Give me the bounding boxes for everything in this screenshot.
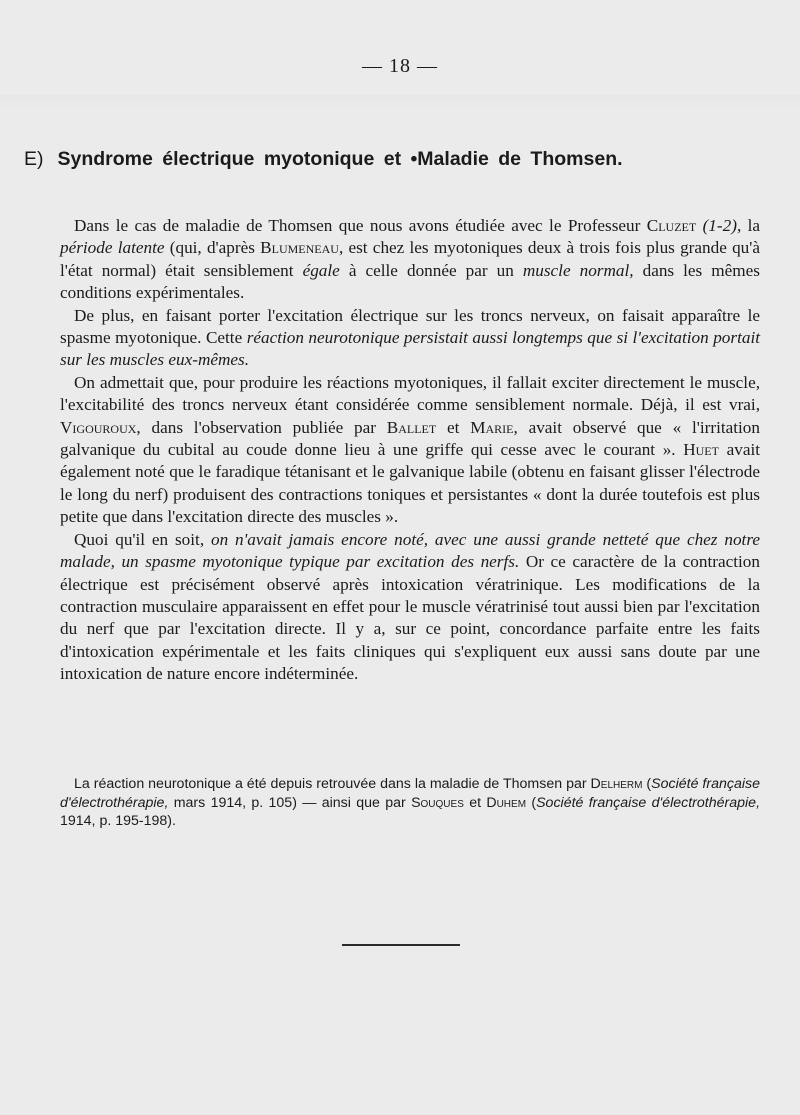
author-name: Duhem bbox=[486, 794, 527, 811]
text-run: et bbox=[463, 794, 487, 811]
emphasis-text: réaction neurotonique persistait aussi longtemps que si l'excitation portait sur les muscles eux-mêmes. bbox=[60, 328, 760, 370]
text-run: On admettait que, pour produire les réactions myotoniques, il fallait exciter directement le muscle, l'excitabilité des troncs nerveux étant considérée comme sensiblement normale. Déjà, il est vrai, bbox=[60, 372, 760, 415]
author-name: Huet bbox=[683, 440, 719, 460]
text-run: à celle donnée par un bbox=[339, 260, 523, 280]
emphasis-text: Société française d'électrothérapie, bbox=[60, 776, 760, 811]
text-run: De plus, en faisant porter l'excitation électrique sur les troncs nerveux, on faisait apparaître le spasme myotonique. Cette bbox=[60, 305, 760, 348]
text-run: ( bbox=[642, 776, 652, 792]
emphasis-text: Société française d'électrothérapie, bbox=[536, 794, 761, 811]
emphasis-text: période latente bbox=[60, 238, 165, 258]
paragraph bbox=[60, 529, 760, 686]
author-name: Blumeneau bbox=[260, 238, 339, 258]
emphasis-text: égale bbox=[302, 260, 340, 280]
author-name: Cluzet bbox=[646, 216, 697, 235]
text-run: , est chez les myotoniques deux à trois fois plus grande qu'à l'état normal) était sensiblement bbox=[60, 238, 760, 280]
emphasis-text: muscle normal, bbox=[522, 260, 634, 280]
footnote bbox=[60, 775, 760, 831]
text-run: dans les mêmes conditions expérimentales. bbox=[60, 260, 760, 303]
text-run: ( bbox=[526, 794, 537, 811]
text-run: mars 1914, p. 105) — ainsi que par bbox=[168, 794, 412, 811]
paragraph bbox=[60, 215, 760, 305]
text-run: , la bbox=[736, 216, 761, 235]
text-run: , avait observé que « l'irritation galvanique du cubital au coude donne lieu à une griffe qui cesse avec le courant ». bbox=[60, 417, 760, 460]
author-name: Ballet bbox=[386, 417, 437, 437]
text-run: , dans l'observation publiée par bbox=[136, 417, 387, 437]
body-text bbox=[60, 215, 760, 686]
author-name: Delherm bbox=[590, 776, 643, 792]
text-run: (qui, d'après bbox=[164, 238, 261, 258]
show-through bbox=[0, 95, 800, 109]
author-name: Marie bbox=[470, 417, 514, 437]
paragraph bbox=[60, 305, 760, 372]
text-run: avait également noté que le faradique tétanisant et le galvanique labile (obtenu en faisant glisser l'électrode le long du nerf) produisent des contractions toniques et persistantes « dont la durée toutefois est plus petite que dans l'excitation directe des muscles ». bbox=[60, 440, 760, 527]
text-run: et bbox=[436, 417, 471, 437]
text-run: Or ce caractère de la contraction électrique est précisément observé après intoxication vératrinique. Les modifications de la contraction musculaire apparaissent en effet pour le muscle vératrinisé tout aussi bien par l'excitation du nerf que par l'excitation directe. Il y a, sur ce point, concordance parfaite entre les faits d'intoxication expérimentale et les faits cliniques qui s'expliquent eux aussi sans doute par une intoxication de nature encore indéterminée. bbox=[60, 552, 760, 684]
separator-rule bbox=[342, 944, 460, 946]
text-run: Dans le cas de maladie de Thomsen que nous avons étudiée avec le Professeur bbox=[74, 216, 647, 235]
emphasis-text: (1-2) bbox=[696, 216, 737, 235]
section-heading bbox=[24, 148, 776, 171]
section-letter: E) bbox=[24, 148, 44, 170]
author-name: Vigouroux bbox=[60, 417, 137, 437]
author-name: Souques bbox=[411, 794, 464, 811]
footnote-text bbox=[60, 776, 760, 829]
paragraph bbox=[60, 372, 760, 529]
page-number: — 18 — bbox=[362, 55, 438, 77]
text-run: Quoi qu'il en soit, bbox=[74, 529, 211, 549]
text-run: 1914, p. 195-198). bbox=[60, 813, 176, 829]
emphasis-text: on n'avait jamais encore noté, avec une aussi grande netteté que chez notre malade, un spasme myotonique typique par excitation des nerfs. bbox=[60, 529, 760, 572]
section-title: Syndrome électrique myotonique et •Maladie de Thomsen. bbox=[57, 148, 623, 170]
text-run: La réaction neurotonique a été depuis retrouvée dans la maladie de Thomsen par bbox=[74, 776, 591, 792]
